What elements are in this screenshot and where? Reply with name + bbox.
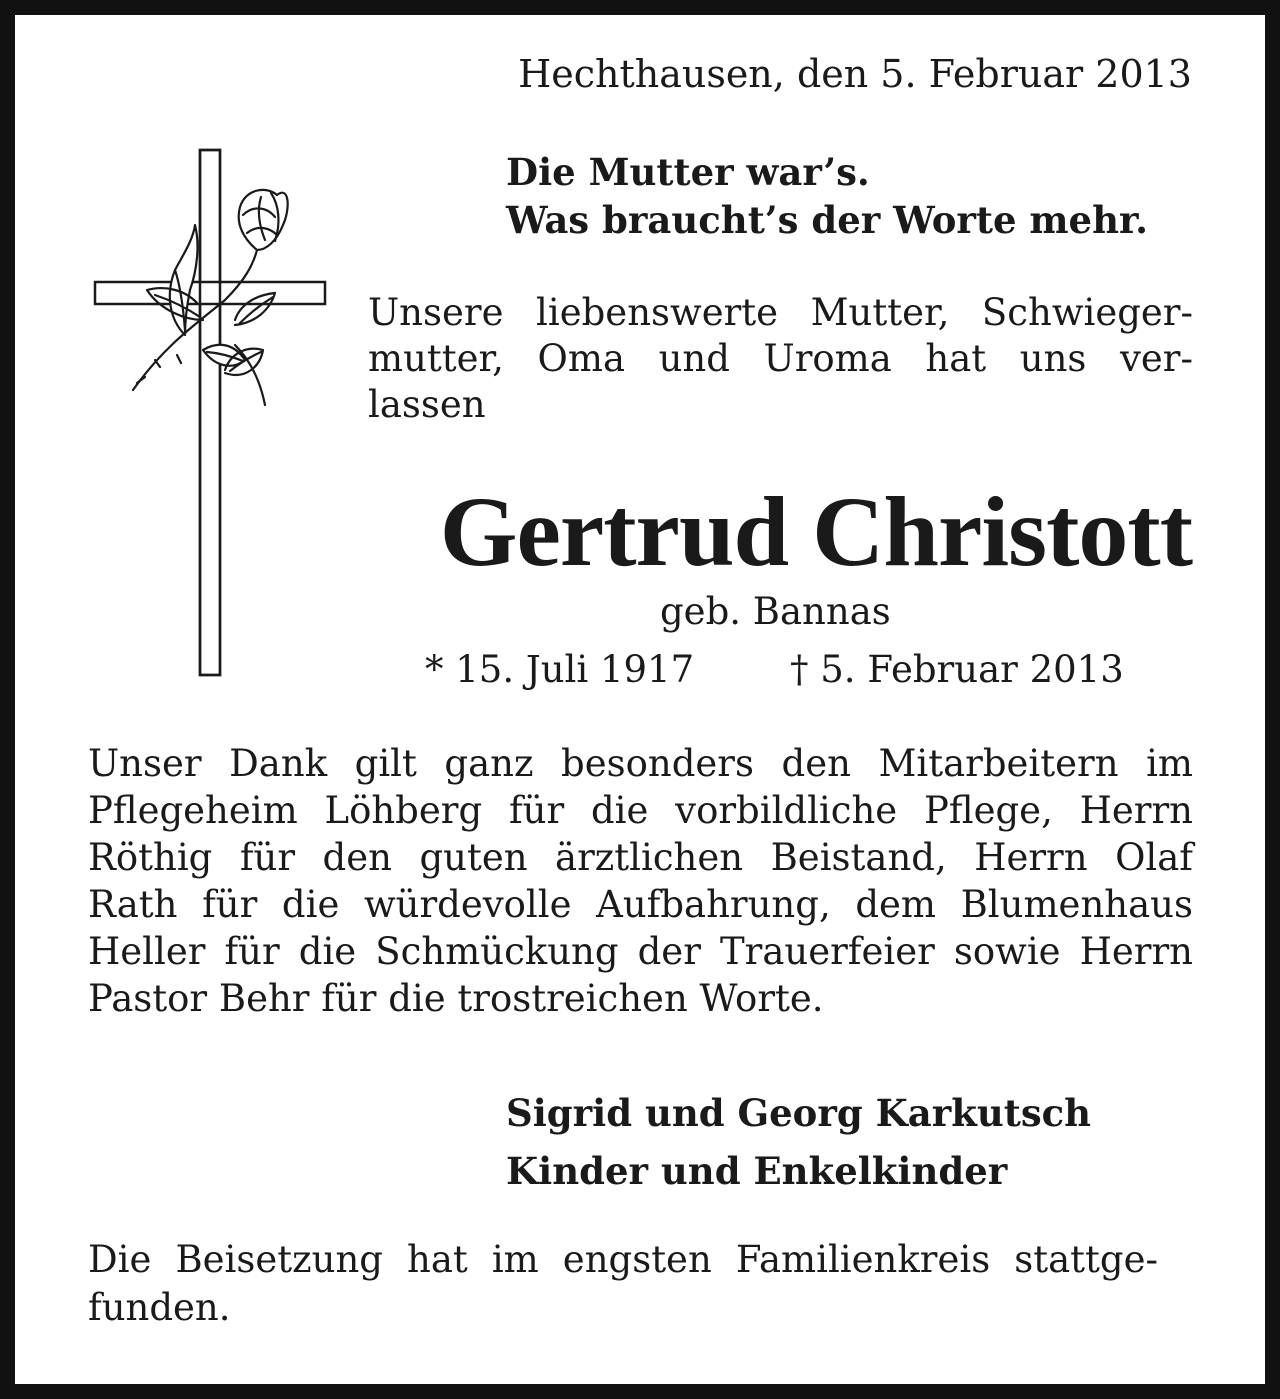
death-date: † 5. Februar 2013	[790, 648, 1124, 691]
motto-line-1: Die Mutter war’s.	[506, 150, 870, 194]
birth-name: geb. Bannas	[660, 590, 891, 633]
signers-line-1: Sigrid und Georg Karkutsch	[506, 1091, 1092, 1135]
signers	[506, 1084, 1091, 1200]
burial-line-2: funden.	[88, 1286, 231, 1329]
thanks-line: Pastor Behr für die trostreichen Worte.	[88, 977, 824, 1020]
place-date: Hechthausen, den 5. Februar 2013	[518, 52, 1192, 96]
signers-line-2: Kinder und Enkelkinder	[506, 1149, 1008, 1193]
burial-note	[88, 1236, 1158, 1332]
cross-with-rose-icon	[85, 145, 335, 680]
birth-date: * 15. Juli 1917	[425, 648, 695, 691]
thanks-line: Röthig für den guten ärztlichen Beistand, Herrn Olaf	[88, 836, 1193, 879]
thanks-line: Unser Dank gilt ganz besonders den Mitarbeitern im	[88, 742, 1193, 785]
motto	[506, 148, 1148, 244]
intro-text	[368, 290, 1193, 428]
thanks-line: Pflegeheim Löhberg für die vorbildliche Pflege, Herrn	[88, 789, 1193, 832]
motto-line-2: Was braucht’s der Worte mehr.	[506, 198, 1148, 242]
thanks-line: Heller für die Schmückung der Trauerfeier sowie Herrn	[88, 930, 1193, 973]
burial-line-1: Die Beisetzung hat im engsten Familienkreis stattge-	[88, 1238, 1158, 1281]
thanks-text	[88, 740, 1193, 1022]
intro-line-2: mutter, Oma und Uroma hat uns ver-	[368, 337, 1193, 380]
deceased-name: Gertrud Christott	[439, 476, 1192, 587]
thanks-line: Rath für die würdevolle Aufbahrung, dem Blumenhaus	[88, 883, 1193, 926]
intro-line-3: lassen	[368, 383, 486, 426]
intro-line-1: Unsere liebenswerte Mutter, Schwieger-	[368, 291, 1193, 334]
